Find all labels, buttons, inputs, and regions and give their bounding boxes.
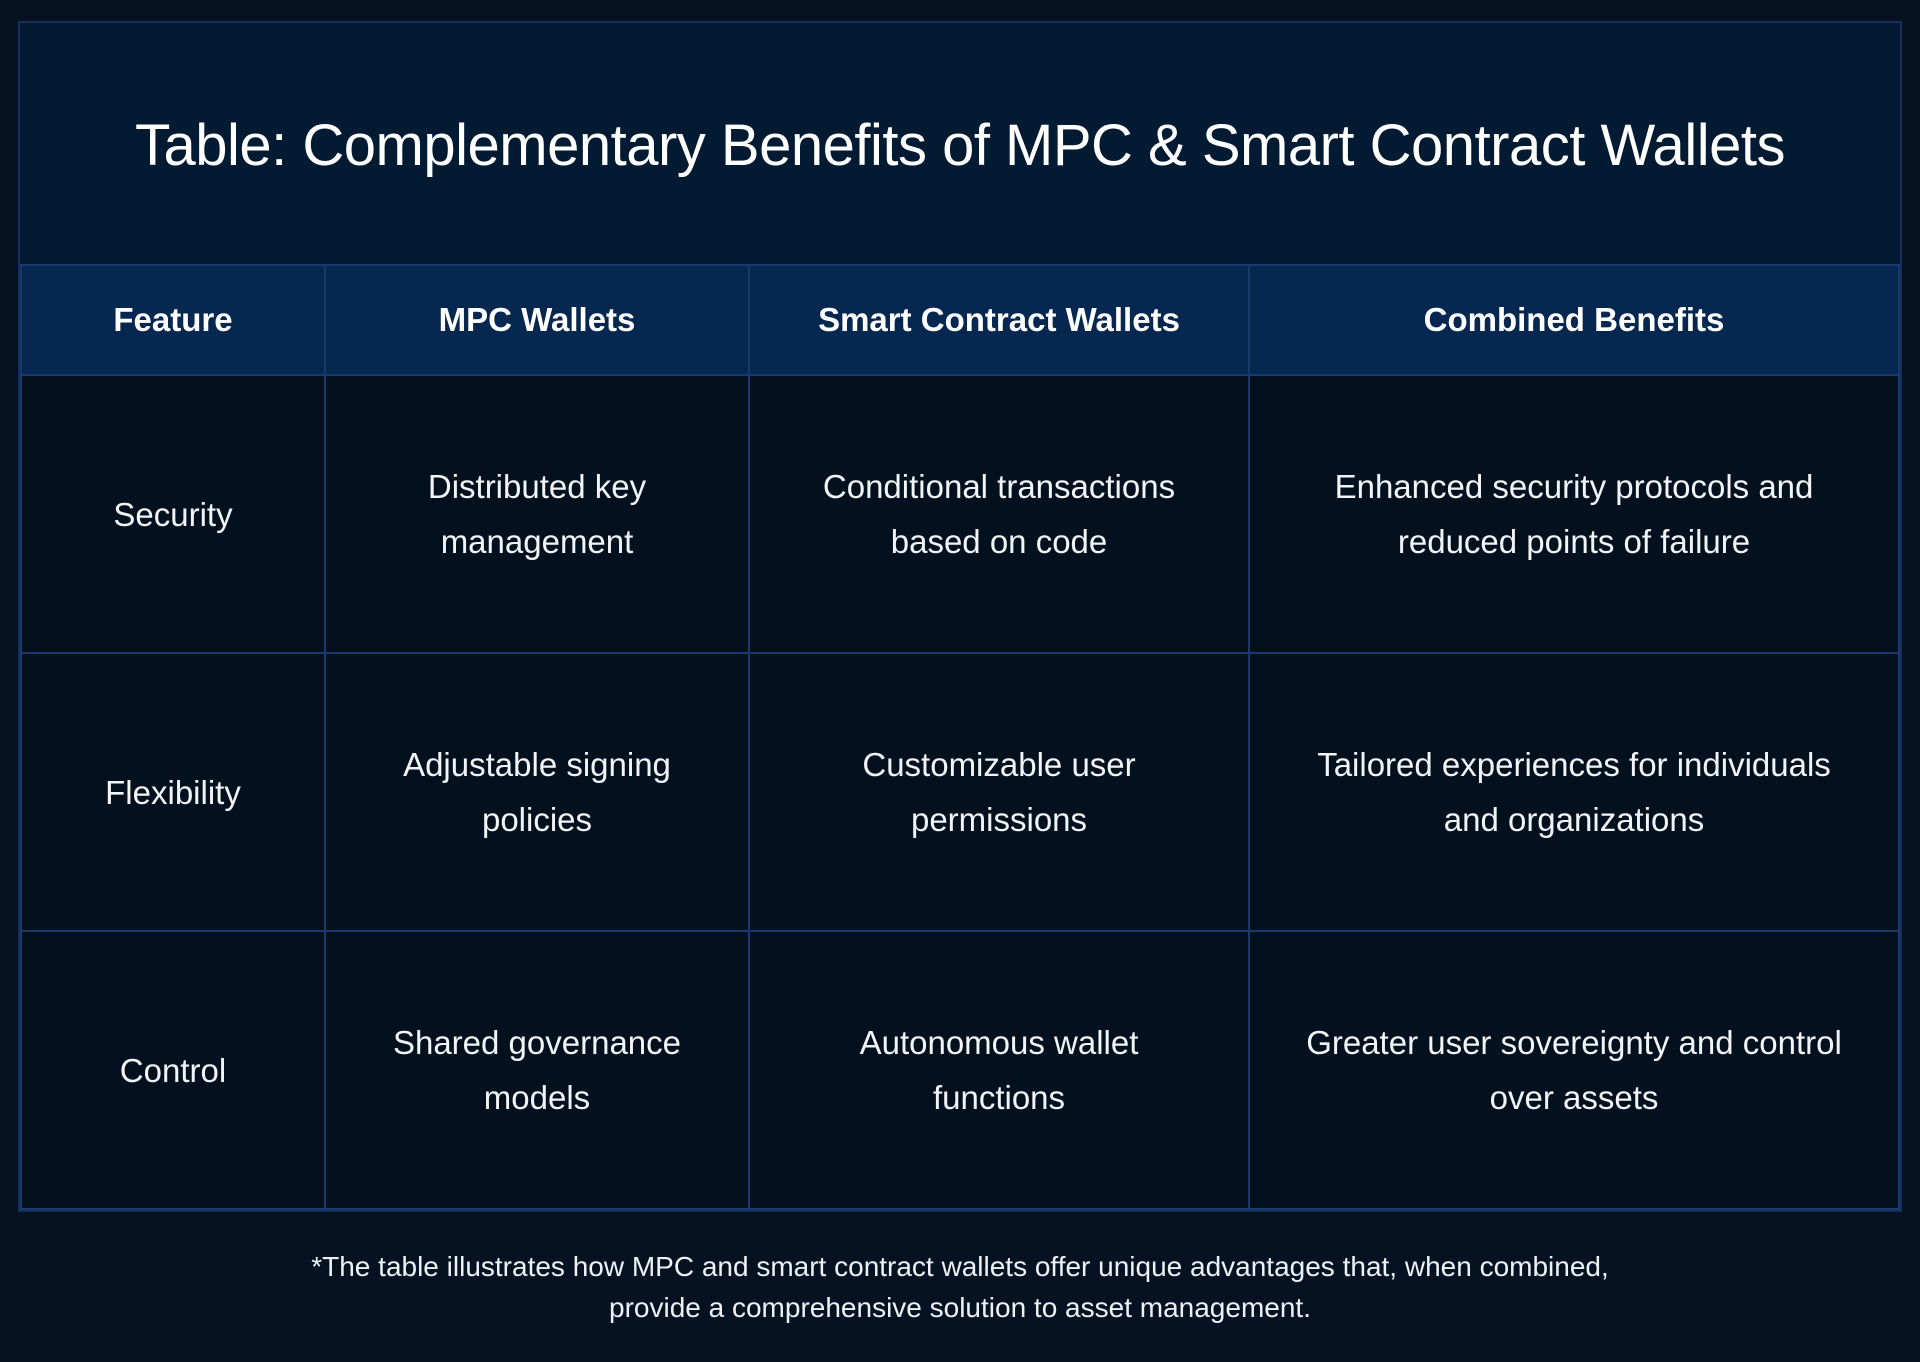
cell-mpc bbox=[325, 931, 749, 1209]
cell-text: Distributed key management bbox=[427, 468, 647, 560]
cell-combined bbox=[1249, 375, 1899, 653]
cell-text: Tailored experiences for individuals and organizations bbox=[1317, 746, 1831, 838]
comparison-table bbox=[20, 264, 1900, 1210]
header-combined-benefits: Combined Benefits bbox=[1249, 265, 1899, 375]
cell-combined bbox=[1249, 931, 1899, 1209]
header-row bbox=[21, 265, 1899, 375]
table-row bbox=[21, 375, 1899, 653]
footnote-line-2: provide a comprehensive solution to asset management. bbox=[609, 1292, 1311, 1323]
cell-text: Flexibility bbox=[105, 773, 241, 811]
cell-mpc bbox=[325, 653, 749, 931]
cell-smart-contract bbox=[749, 931, 1249, 1209]
cell-text: Enhanced security protocols and reduced points of failure bbox=[1334, 468, 1814, 560]
header-mpc-wallets: MPC Wallets bbox=[325, 265, 749, 375]
table-card bbox=[18, 21, 1902, 1212]
cell-feature bbox=[21, 375, 325, 653]
table-row bbox=[21, 653, 1899, 931]
cell-text: Control bbox=[119, 1051, 227, 1089]
table-row bbox=[21, 931, 1899, 1209]
cell-combined bbox=[1249, 653, 1899, 931]
cell-text: Greater user sovereignty and control over assets bbox=[1306, 1024, 1842, 1116]
cell-text: Autonomous wallet functions bbox=[859, 1024, 1139, 1116]
header-smart-contract-wallets: Smart Contract Wallets bbox=[749, 265, 1249, 375]
cell-text: Shared governance models bbox=[392, 1024, 682, 1116]
cell-smart-contract bbox=[749, 653, 1249, 931]
cell-mpc bbox=[325, 375, 749, 653]
header-feature: Feature bbox=[21, 265, 325, 375]
cell-text: Security bbox=[113, 495, 233, 533]
footnote-line-1: *The table illustrates how MPC and smart contract wallets offer unique advantages that, when combined, bbox=[311, 1251, 1609, 1282]
cell-smart-contract bbox=[749, 375, 1249, 653]
cell-text: Conditional transactions based on code bbox=[822, 468, 1176, 560]
table-title: Table: Complementary Benefits of MPC & Smart Contract Wallets bbox=[135, 113, 1785, 178]
cell-text: Customizable user permissions bbox=[862, 746, 1136, 838]
cell-feature bbox=[21, 931, 325, 1209]
cell-text: Adjustable signing policies bbox=[403, 746, 671, 838]
footnote bbox=[0, 1246, 1920, 1328]
cell-feature bbox=[21, 653, 325, 931]
title-band bbox=[20, 23, 1900, 264]
